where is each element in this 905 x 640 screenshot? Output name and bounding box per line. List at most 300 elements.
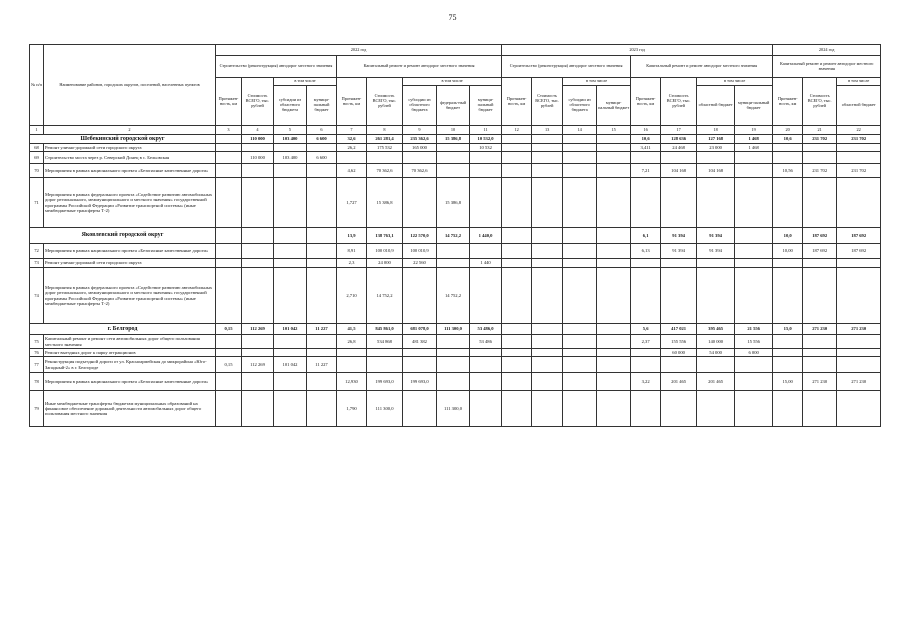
table-cell: 70 362,6 <box>403 164 437 178</box>
federal-header: федераль-ный бюджет <box>437 86 470 126</box>
table-cell <box>532 391 563 427</box>
cost-header: Стоимость ВСЕГО, тыс. рублей <box>803 78 837 126</box>
table-cell <box>532 228 563 244</box>
district-row <box>30 324 881 335</box>
table-cell <box>502 324 532 335</box>
table-cell <box>242 144 274 152</box>
table-cell <box>735 268 773 324</box>
table-cell <box>216 164 242 178</box>
table-cell: 681 078,0 <box>403 324 437 335</box>
table-cell <box>403 357 437 373</box>
table-cell <box>216 349 242 357</box>
row-number: 79 <box>30 391 44 427</box>
district-row <box>30 228 881 244</box>
incl-header: в том числе <box>697 78 773 86</box>
table-cell: 5,6 <box>631 324 661 335</box>
table-cell: 26,2 <box>337 144 367 152</box>
column-number: 16 <box>631 126 661 135</box>
table-cell <box>274 259 307 268</box>
column-number: 18 <box>697 126 735 135</box>
table-cell: 201 465 <box>661 373 697 391</box>
incl-header: в том числе <box>274 78 337 86</box>
table-cell: 91 394 <box>697 244 735 259</box>
table-cell <box>803 357 837 373</box>
table-cell <box>532 349 563 357</box>
table-row <box>30 373 881 391</box>
table-cell <box>437 357 470 373</box>
column-number: 12 <box>502 126 532 135</box>
table-cell <box>437 373 470 391</box>
table-cell <box>367 349 403 357</box>
table-cell <box>803 178 837 228</box>
row-name: Капитальный ремонт и ремонт сети автомобильных дорог общего пользования местного значения <box>44 335 216 349</box>
year-2022-header: 2022 год <box>216 45 502 56</box>
table-cell: 10,56 <box>773 164 803 178</box>
table-cell: 6 600 <box>307 152 337 164</box>
table-cell: 1 468 <box>735 144 773 152</box>
table-cell <box>563 135 597 144</box>
table-cell <box>216 391 242 427</box>
table-cell <box>563 152 597 164</box>
table-cell <box>697 259 735 268</box>
table-cell <box>773 357 803 373</box>
table-cell <box>837 391 881 427</box>
table-cell <box>597 357 631 373</box>
table-cell <box>837 349 881 357</box>
column-number: 17 <box>661 126 697 135</box>
table-row <box>30 268 881 324</box>
table-cell <box>532 268 563 324</box>
table-row <box>30 164 881 178</box>
table-cell: 104 168 <box>661 164 697 178</box>
table-cell <box>502 135 532 144</box>
table-cell <box>532 135 563 144</box>
district-name: Яковлевский городской округ <box>30 228 216 244</box>
table-cell <box>502 164 532 178</box>
row-name: Ремонт выездных дорог к парку аттракционов <box>44 349 216 357</box>
row-name: Ремонт улично-дорожной сети городского округа <box>44 259 216 268</box>
table-cell: 271 230 <box>837 373 881 391</box>
table-cell: 15 556 <box>735 335 773 349</box>
table-cell <box>470 178 502 228</box>
length-header: Протяжен-ность, км <box>631 78 661 126</box>
column-number: 7 <box>337 126 367 135</box>
table-cell <box>661 259 697 268</box>
table-cell <box>735 164 773 178</box>
table-cell <box>735 244 773 259</box>
table-cell: 199 693,0 <box>367 373 403 391</box>
column-number: 14 <box>563 126 597 135</box>
repair-2024-header: Капитальный ремонт и ремонт автодорог местного значения <box>773 56 881 78</box>
table-cell <box>367 152 403 164</box>
table-cell <box>597 391 631 427</box>
table-cell <box>597 259 631 268</box>
incl-header: в том числе <box>403 78 502 86</box>
table-cell: 187 692 <box>803 244 837 259</box>
table-cell <box>307 373 337 391</box>
incl-header: в том числе <box>563 78 631 86</box>
table-cell <box>563 324 597 335</box>
table-cell: 261 281,4 <box>367 135 403 144</box>
row-name: Мероприятия в рамках национального проекта «Безопасные качественные дороги» <box>44 164 216 178</box>
length-header: Протяжен-ность, км <box>337 78 367 126</box>
table-row <box>30 144 881 152</box>
municipal-header: муници-пальный бюджет <box>597 86 631 126</box>
table-cell: 11 227 <box>307 324 337 335</box>
table-cell: 6,1 <box>631 228 661 244</box>
table-cell: 1 440,0 <box>470 228 502 244</box>
table-cell <box>274 391 307 427</box>
table-cell <box>773 349 803 357</box>
table-cell <box>242 228 274 244</box>
table-cell <box>837 335 881 349</box>
row-number: 68 <box>30 144 44 152</box>
table-row <box>30 152 881 164</box>
table-cell <box>337 152 367 164</box>
column-number: 15 <box>597 126 631 135</box>
table-cell: 2,37 <box>631 335 661 349</box>
table-cell <box>773 152 803 164</box>
column-number: 5 <box>274 126 307 135</box>
column-number: 22 <box>837 126 881 135</box>
table-cell <box>563 373 597 391</box>
table-cell: 24 000 <box>367 259 403 268</box>
table-cell <box>470 244 502 259</box>
table-cell <box>437 152 470 164</box>
table-cell: 187 692 <box>837 228 881 244</box>
table-cell: 41,5 <box>337 324 367 335</box>
table-cell: 70 362,6 <box>367 164 403 178</box>
table-cell: 417 021 <box>661 324 697 335</box>
table-cell <box>803 391 837 427</box>
table-cell: 103 400 <box>274 135 307 144</box>
table-cell <box>216 228 242 244</box>
table-cell <box>216 244 242 259</box>
road-program-table <box>29 44 881 427</box>
table-cell: 128 636 <box>661 135 697 144</box>
row-name: Мероприятия в рамках национального проекта «Безопасные качественные дороги» <box>44 244 216 259</box>
table-cell <box>631 357 661 373</box>
table-cell: 110 000 <box>242 152 274 164</box>
row-name: Ремонт улично-дорожной сети городского округа <box>44 144 216 152</box>
table-cell <box>597 178 631 228</box>
table-cell <box>803 335 837 349</box>
table-cell <box>697 357 735 373</box>
table-cell <box>563 349 597 357</box>
table-cell: 6,13 <box>631 244 661 259</box>
table-cell: 91 394 <box>697 228 735 244</box>
table-cell <box>661 178 697 228</box>
table-cell <box>502 349 532 357</box>
table-cell <box>563 259 597 268</box>
table-cell <box>597 164 631 178</box>
column-number: 10 <box>437 126 470 135</box>
row-number: 76 <box>30 349 44 357</box>
table-cell: 3,22 <box>631 373 661 391</box>
row-name: Строительство моста через р. Северский Донец в с. Бельовская <box>44 152 216 164</box>
row-number: 71 <box>30 178 44 228</box>
table-cell <box>563 391 597 427</box>
table-cell: 10,0 <box>773 228 803 244</box>
table-cell <box>242 259 274 268</box>
regional-header: областной бюджет <box>837 86 881 126</box>
table-cell <box>307 391 337 427</box>
municipal-header: муници-пальный бюджет <box>307 86 337 126</box>
table-cell <box>216 335 242 349</box>
table-cell <box>532 178 563 228</box>
num-header: № п/п <box>30 45 44 126</box>
table-cell: 3,411 <box>631 144 661 152</box>
table-cell: 0,15 <box>216 357 242 373</box>
table-cell <box>337 349 367 357</box>
table-cell: 26,8 <box>337 335 367 349</box>
table-cell <box>837 152 881 164</box>
table-cell: 54 000 <box>697 349 735 357</box>
table-cell <box>307 164 337 178</box>
table-cell <box>307 268 337 324</box>
table-row <box>30 244 881 259</box>
table-cell <box>597 144 631 152</box>
table-cell: 110 000 <box>242 135 274 144</box>
row-number: 75 <box>30 335 44 349</box>
column-number: 21 <box>803 126 837 135</box>
table-cell <box>837 268 881 324</box>
table-cell <box>597 244 631 259</box>
table-cell <box>563 357 597 373</box>
table-cell <box>502 178 532 228</box>
table-cell: 15 386,8 <box>367 178 403 228</box>
cost-header: Стоимость ВСЕГО, тыс. рублей <box>367 78 403 126</box>
table-cell <box>661 357 697 373</box>
table-cell <box>631 152 661 164</box>
length-header: Протяжен-ность, км <box>773 78 803 126</box>
table-cell <box>502 144 532 152</box>
table-cell <box>837 259 881 268</box>
table-cell <box>403 152 437 164</box>
table-cell: 165 000 <box>403 144 437 152</box>
table-cell <box>307 335 337 349</box>
table-cell: 91 394 <box>661 244 697 259</box>
table-cell <box>470 357 502 373</box>
table-cell <box>274 228 307 244</box>
table-cell <box>735 228 773 244</box>
table-cell <box>502 391 532 427</box>
table-cell <box>597 152 631 164</box>
cost-header: Стоимость ВСЕГО, тыс. рублей <box>242 78 274 126</box>
table-cell: 24 468 <box>661 144 697 152</box>
regional-header: областной бюджет <box>697 86 735 126</box>
row-name: Мероприятия в рамках федерального проекта «Содействие развитию автомобильных дорог регионального, межмуниципального и местного значения» государственной программы Российской Федерации «Развитие транспортной системы» (иные межбюджетные трансферты Т-2) <box>44 268 216 324</box>
table-cell <box>563 178 597 228</box>
column-number: 1 <box>30 126 44 135</box>
table-cell <box>532 335 563 349</box>
table-row <box>30 259 881 268</box>
subsidy-header: субсидии из областного бюджета <box>403 86 437 126</box>
table-cell <box>773 144 803 152</box>
table-cell <box>216 259 242 268</box>
table-cell: 175 532 <box>367 144 403 152</box>
table-cell: 10,6 <box>773 135 803 144</box>
year-2023-header: 2023 год <box>502 45 773 56</box>
table-cell: 11 227 <box>307 357 337 373</box>
column-number: 6 <box>307 126 337 135</box>
table-cell <box>403 178 437 228</box>
table-cell <box>307 244 337 259</box>
table-cell: 1 440 <box>470 259 502 268</box>
table-cell <box>735 259 773 268</box>
table-cell <box>697 391 735 427</box>
table-cell: 1,727 <box>337 178 367 228</box>
table-cell: 10 532 <box>470 144 502 152</box>
table-cell: 187 692 <box>837 244 881 259</box>
table-cell <box>274 373 307 391</box>
table-cell <box>274 178 307 228</box>
table-cell <box>307 178 337 228</box>
table-cell <box>216 373 242 391</box>
table-cell: 91 394 <box>661 228 697 244</box>
table-cell <box>242 164 274 178</box>
table-cell <box>597 349 631 357</box>
table-cell: 534 868 <box>367 335 403 349</box>
column-number: 11 <box>470 126 502 135</box>
construction-2023-header: Строительство (реконструкция) автодорог местного значения <box>502 56 631 78</box>
table-cell <box>563 268 597 324</box>
table-cell: 155 556 <box>661 335 697 349</box>
construction-2022-header: Строительство (реконструкция) автодорог местного значения <box>216 56 337 78</box>
row-number: 72 <box>30 244 44 259</box>
table-cell <box>631 268 661 324</box>
row-number: 73 <box>30 259 44 268</box>
table-cell: 32,6 <box>337 135 367 144</box>
table-cell <box>735 373 773 391</box>
table-cell <box>216 144 242 152</box>
table-cell <box>563 244 597 259</box>
row-name: Мероприятия в рамках федерального проекта «Содействие развитию автомобильных дорог регионального, межмуниципального и местного значения» государственной программы Российской Федерации «Развитие транспортной системы» (иные межбюджетные трансферты Т-2) <box>44 178 216 228</box>
table-cell <box>274 349 307 357</box>
table-cell <box>803 259 837 268</box>
table-cell <box>403 268 437 324</box>
table-cell <box>437 335 470 349</box>
table-cell: 15,0 <box>773 324 803 335</box>
table-cell: 15,00 <box>773 373 803 391</box>
table-cell <box>773 259 803 268</box>
table-cell <box>502 152 532 164</box>
table-cell <box>803 349 837 357</box>
table-cell: 14 752,2 <box>437 268 470 324</box>
table-cell: 6 000 <box>735 349 773 357</box>
table-cell: 22 560 <box>403 259 437 268</box>
district-name: г. Белгород <box>30 324 216 335</box>
table-cell <box>597 324 631 335</box>
table-cell: 23 000 <box>697 144 735 152</box>
table-cell: 0,15 <box>216 324 242 335</box>
table-cell: 231 702 <box>803 135 837 144</box>
column-number: 4 <box>242 126 274 135</box>
table-cell: 271 230 <box>837 324 881 335</box>
table-cell <box>470 373 502 391</box>
table-cell <box>697 152 735 164</box>
table-cell <box>563 228 597 244</box>
table-cell <box>735 152 773 164</box>
table-cell <box>502 357 532 373</box>
repair-2023-header: Капитальный ремонт и ремонт автодорог местного значения <box>631 56 773 78</box>
table-cell <box>307 228 337 244</box>
table-cell: 6 600 <box>307 135 337 144</box>
repair-2022-header: Капитальный ремонт и ремонт автодорог местного значения <box>337 56 502 78</box>
table-cell: 101 042 <box>274 357 307 373</box>
table-cell: 15 386,8 <box>437 178 470 228</box>
table-cell <box>470 152 502 164</box>
table-cell <box>532 357 563 373</box>
table-cell: 14 752,2 <box>367 268 403 324</box>
table-cell: 111 300,0 <box>437 324 470 335</box>
table-cell <box>597 228 631 244</box>
table-cell <box>337 357 367 373</box>
table-cell <box>242 178 274 228</box>
table-row <box>30 349 881 357</box>
table-cell <box>307 259 337 268</box>
table-cell <box>437 144 470 152</box>
table-cell <box>803 268 837 324</box>
table-cell <box>437 349 470 357</box>
table-cell <box>532 152 563 164</box>
table-cell <box>502 373 532 391</box>
table-cell: 10,00 <box>773 244 803 259</box>
table-cell <box>661 268 697 324</box>
table-cell <box>242 373 274 391</box>
table-cell: 122 570,0 <box>403 228 437 244</box>
table-cell: 2,710 <box>337 268 367 324</box>
table-cell: 10 532,0 <box>470 135 502 144</box>
table-cell <box>803 144 837 152</box>
table-cell: 60 000 <box>661 349 697 357</box>
row-number: 77 <box>30 357 44 373</box>
table-cell <box>242 335 274 349</box>
table-cell: 111 300,0 <box>367 391 403 427</box>
table-cell <box>274 144 307 152</box>
table-cell: 395 465 <box>697 324 735 335</box>
page-number: 75 <box>448 13 457 22</box>
table-cell <box>403 349 437 357</box>
table-cell <box>216 152 242 164</box>
table-cell: 1,790 <box>337 391 367 427</box>
table-cell <box>837 178 881 228</box>
year-2024-header: 2024 год <box>773 45 881 56</box>
table-cell: 140 000 <box>697 335 735 349</box>
table-cell <box>274 268 307 324</box>
table-cell: 1 468 <box>735 135 773 144</box>
cost-header: Стоимость ВСЕГО, тыс. рублей <box>661 78 697 126</box>
column-number: 3 <box>216 126 242 135</box>
table-cell: 7,21 <box>631 164 661 178</box>
table-row <box>30 178 881 228</box>
table-cell <box>563 335 597 349</box>
table-cell <box>532 259 563 268</box>
table-cell <box>242 391 274 427</box>
table-cell: 100 010,9 <box>403 244 437 259</box>
table-cell: 53 486,0 <box>470 324 502 335</box>
district-name: Шебекинский городской округ <box>30 135 216 144</box>
table-cell: 112 269 <box>242 324 274 335</box>
table-cell <box>532 164 563 178</box>
table-cell <box>597 268 631 324</box>
table-row <box>30 357 881 373</box>
table-cell: 199 693,0 <box>403 373 437 391</box>
table-cell <box>502 244 532 259</box>
table-cell: 112 269 <box>242 357 274 373</box>
subsidy-header: субсидии из областного бюджета <box>274 86 307 126</box>
column-number: 13 <box>532 126 563 135</box>
